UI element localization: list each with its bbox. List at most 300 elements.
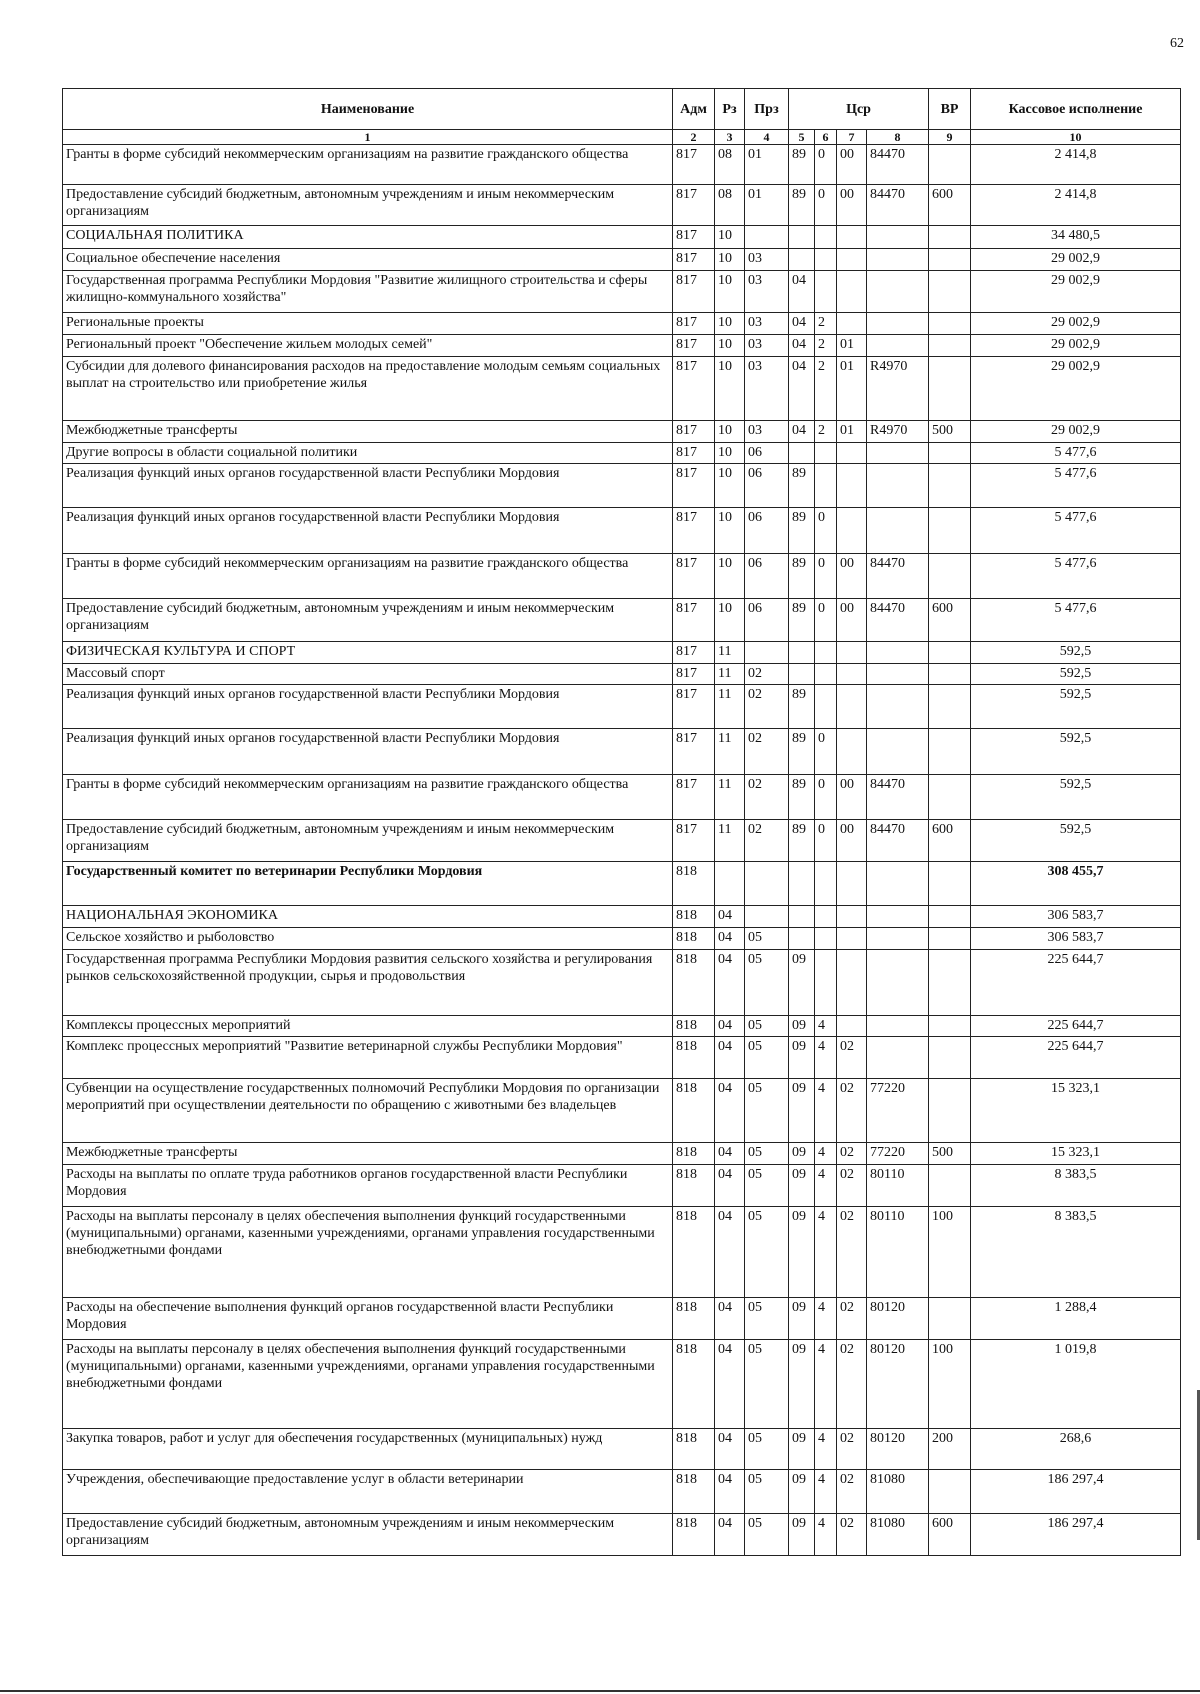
table-row xyxy=(63,313,1181,335)
row-prz: 05 xyxy=(745,950,789,1016)
row-vr xyxy=(929,1298,971,1340)
row-prz: 05 xyxy=(745,1165,789,1207)
row-csr-direction: 80120 xyxy=(867,1298,929,1340)
col-number: 9 xyxy=(929,130,971,145)
header-adm: Адм xyxy=(673,89,715,130)
table-row xyxy=(63,950,1181,1016)
row-adm: 817 xyxy=(673,599,715,642)
row-adm: 818 xyxy=(673,1429,715,1470)
header-csr: Цср xyxy=(789,89,929,130)
row-csr-event: 01 xyxy=(837,357,867,421)
row-adm: 818 xyxy=(673,950,715,1016)
row-adm: 817 xyxy=(673,508,715,554)
table-row xyxy=(63,554,1181,599)
header-vr: ВР xyxy=(929,89,971,130)
row-csr-program: 09 xyxy=(789,1079,815,1143)
row-vr xyxy=(929,1165,971,1207)
row-adm: 818 xyxy=(673,1207,715,1298)
row-name: Предоставление субсидий бюджетным, автономным учреждениям и иным некоммерческим организациям xyxy=(63,185,673,226)
row-rz: 11 xyxy=(715,820,745,862)
row-csr-program xyxy=(789,906,815,928)
row-prz: 05 xyxy=(745,1143,789,1165)
row-adm: 817 xyxy=(673,145,715,185)
table-row xyxy=(63,642,1181,664)
row-csr-subprogram xyxy=(815,685,837,729)
row-name: Реализация функций иных органов государственной власти Республики Мордовия xyxy=(63,508,673,554)
row-name: Сельское хозяйство и рыболовство xyxy=(63,928,673,950)
row-name: Реализация функций иных органов государственной власти Республики Мордовия xyxy=(63,729,673,775)
row-prz: 05 xyxy=(745,1079,789,1143)
row-vr: 100 xyxy=(929,1207,971,1298)
row-name: Предоставление субсидий бюджетным, автономным учреждениям и иным некоммерческим организациям xyxy=(63,820,673,862)
row-rz: 11 xyxy=(715,729,745,775)
row-csr-subprogram: 4 xyxy=(815,1340,837,1429)
col-number: 8 xyxy=(867,130,929,145)
row-rz: 10 xyxy=(715,443,745,464)
table-row xyxy=(63,508,1181,554)
row-rz: 10 xyxy=(715,554,745,599)
table-row xyxy=(63,443,1181,464)
row-csr-event: 02 xyxy=(837,1514,867,1556)
table-row xyxy=(63,862,1181,906)
row-name: Региональные проекты xyxy=(63,313,673,335)
row-rz: 11 xyxy=(715,775,745,820)
row-rz: 10 xyxy=(715,357,745,421)
row-csr-event xyxy=(837,729,867,775)
row-csr-subprogram: 4 xyxy=(815,1514,837,1556)
row-amount: 306 583,7 xyxy=(971,906,1181,928)
row-csr-program: 09 xyxy=(789,1340,815,1429)
table-row xyxy=(63,906,1181,928)
row-rz: 04 xyxy=(715,1037,745,1079)
row-vr xyxy=(929,249,971,271)
table-row xyxy=(63,1143,1181,1165)
row-amount: 15 323,1 xyxy=(971,1143,1181,1165)
row-csr-program xyxy=(789,249,815,271)
row-vr xyxy=(929,1037,971,1079)
row-adm: 818 xyxy=(673,1514,715,1556)
row-csr-event: 00 xyxy=(837,554,867,599)
row-csr-program: 09 xyxy=(789,1016,815,1037)
row-csr-subprogram xyxy=(815,271,837,313)
row-name: Гранты в форме субсидий некоммерческим организациям на развитие гражданского общества xyxy=(63,145,673,185)
row-csr-direction: 84470 xyxy=(867,554,929,599)
row-amount: 592,5 xyxy=(971,685,1181,729)
table-row xyxy=(63,1207,1181,1298)
row-csr-direction: 81080 xyxy=(867,1514,929,1556)
row-csr-program: 04 xyxy=(789,313,815,335)
row-vr xyxy=(929,928,971,950)
row-vr xyxy=(929,554,971,599)
row-csr-subprogram: 4 xyxy=(815,1429,837,1470)
row-prz: 05 xyxy=(745,1429,789,1470)
table-row xyxy=(63,1340,1181,1429)
row-prz: 02 xyxy=(745,729,789,775)
row-csr-direction xyxy=(867,685,929,729)
row-csr-subprogram xyxy=(815,862,837,906)
row-csr-subprogram xyxy=(815,642,837,664)
row-vr xyxy=(929,685,971,729)
table-row xyxy=(63,1079,1181,1143)
row-amount: 592,5 xyxy=(971,820,1181,862)
row-rz: 10 xyxy=(715,226,745,249)
row-rz: 08 xyxy=(715,145,745,185)
row-amount: 225 644,7 xyxy=(971,950,1181,1016)
row-prz: 02 xyxy=(745,664,789,685)
row-name: Региональный проект "Обеспечение жильем молодых семей" xyxy=(63,335,673,357)
row-adm: 817 xyxy=(673,554,715,599)
row-csr-direction: 80110 xyxy=(867,1207,929,1298)
row-csr-direction: 80120 xyxy=(867,1429,929,1470)
row-csr-subprogram: 4 xyxy=(815,1207,837,1298)
row-vr xyxy=(929,950,971,1016)
row-adm: 817 xyxy=(673,685,715,729)
row-vr xyxy=(929,642,971,664)
row-csr-subprogram xyxy=(815,443,837,464)
row-prz: 03 xyxy=(745,271,789,313)
table-row xyxy=(63,185,1181,226)
row-csr-program xyxy=(789,226,815,249)
row-amount: 186 297,4 xyxy=(971,1514,1181,1556)
row-csr-event xyxy=(837,271,867,313)
row-rz: 11 xyxy=(715,685,745,729)
row-adm: 817 xyxy=(673,185,715,226)
row-csr-program: 04 xyxy=(789,335,815,357)
table-row xyxy=(63,421,1181,443)
row-name: Предоставление субсидий бюджетным, автономным учреждениям и иным некоммерческим организациям xyxy=(63,599,673,642)
row-amount: 5 477,6 xyxy=(971,554,1181,599)
row-csr-event: 00 xyxy=(837,599,867,642)
row-csr-event xyxy=(837,443,867,464)
row-amount: 5 477,6 xyxy=(971,508,1181,554)
table-row xyxy=(63,928,1181,950)
row-csr-event: 01 xyxy=(837,421,867,443)
row-csr-event xyxy=(837,642,867,664)
row-name: СОЦИАЛЬНАЯ ПОЛИТИКА xyxy=(63,226,673,249)
row-csr-event xyxy=(837,928,867,950)
table-row xyxy=(63,249,1181,271)
row-csr-program: 89 xyxy=(789,145,815,185)
row-vr xyxy=(929,775,971,820)
row-prz: 05 xyxy=(745,1016,789,1037)
row-prz: 05 xyxy=(745,1340,789,1429)
row-csr-program: 09 xyxy=(789,1298,815,1340)
row-prz: 06 xyxy=(745,443,789,464)
row-name: Другие вопросы в области социальной политики xyxy=(63,443,673,464)
table-row xyxy=(63,145,1181,185)
row-csr-direction xyxy=(867,226,929,249)
row-name: Реализация функций иных органов государственной власти Республики Мордовия xyxy=(63,685,673,729)
row-adm: 818 xyxy=(673,928,715,950)
row-csr-direction: 80110 xyxy=(867,1165,929,1207)
row-prz xyxy=(745,642,789,664)
scan-bottom-edge xyxy=(0,1690,1200,1692)
row-name: Реализация функций иных органов государственной власти Республики Мордовия xyxy=(63,464,673,508)
row-adm: 818 xyxy=(673,1340,715,1429)
row-csr-program: 09 xyxy=(789,950,815,1016)
row-csr-direction xyxy=(867,508,929,554)
row-csr-program: 89 xyxy=(789,464,815,508)
row-name: Гранты в форме субсидий некоммерческим организациям на развитие гражданского общества xyxy=(63,554,673,599)
row-csr-event: 02 xyxy=(837,1298,867,1340)
row-csr-direction xyxy=(867,249,929,271)
row-rz: 04 xyxy=(715,1016,745,1037)
row-prz: 06 xyxy=(745,464,789,508)
row-csr-subprogram: 2 xyxy=(815,357,837,421)
row-csr-subprogram: 2 xyxy=(815,335,837,357)
row-vr xyxy=(929,906,971,928)
row-adm: 817 xyxy=(673,421,715,443)
row-csr-program: 89 xyxy=(789,775,815,820)
row-name: Предоставление субсидий бюджетным, автономным учреждениям и иным некоммерческим организациям xyxy=(63,1514,673,1556)
row-csr-subprogram xyxy=(815,249,837,271)
row-rz: 04 xyxy=(715,1165,745,1207)
row-amount: 186 297,4 xyxy=(971,1470,1181,1514)
table-row xyxy=(63,685,1181,729)
row-csr-program: 89 xyxy=(789,599,815,642)
row-rz: 04 xyxy=(715,1143,745,1165)
row-prz: 05 xyxy=(745,1514,789,1556)
row-adm: 817 xyxy=(673,642,715,664)
row-amount: 2 414,8 xyxy=(971,185,1181,226)
row-prz: 03 xyxy=(745,249,789,271)
row-csr-program: 09 xyxy=(789,1429,815,1470)
row-csr-subprogram xyxy=(815,464,837,508)
row-csr-subprogram: 2 xyxy=(815,313,837,335)
table-row xyxy=(63,335,1181,357)
row-csr-event xyxy=(837,950,867,1016)
row-csr-event: 02 xyxy=(837,1207,867,1298)
row-name: Государственная программа Республики Мордовия "Развитие жилищного строительства и сферы жилищно-коммунального хозяйства" xyxy=(63,271,673,313)
row-adm: 818 xyxy=(673,1298,715,1340)
row-csr-event: 02 xyxy=(837,1340,867,1429)
row-csr-event: 02 xyxy=(837,1429,867,1470)
row-csr-direction: 80120 xyxy=(867,1340,929,1429)
row-prz: 02 xyxy=(745,820,789,862)
row-prz: 05 xyxy=(745,1470,789,1514)
row-csr-subprogram xyxy=(815,226,837,249)
row-amount: 29 002,9 xyxy=(971,421,1181,443)
table-row xyxy=(63,1165,1181,1207)
row-name: Закупка товаров, работ и услуг для обеспечения государственных (муниципальных) нужд xyxy=(63,1429,673,1470)
row-csr-program: 09 xyxy=(789,1514,815,1556)
row-csr-event: 00 xyxy=(837,820,867,862)
row-adm: 817 xyxy=(673,775,715,820)
row-csr-event xyxy=(837,664,867,685)
row-vr xyxy=(929,271,971,313)
row-rz: 11 xyxy=(715,642,745,664)
row-rz: 04 xyxy=(715,1298,745,1340)
row-csr-program: 04 xyxy=(789,271,815,313)
row-csr-program xyxy=(789,862,815,906)
row-vr xyxy=(929,862,971,906)
row-vr xyxy=(929,313,971,335)
row-name: Комплекс процессных мероприятий "Развитие ветеринарной службы Республики Мордовия" xyxy=(63,1037,673,1079)
row-csr-subprogram xyxy=(815,906,837,928)
row-amount: 5 477,6 xyxy=(971,443,1181,464)
row-csr-subprogram: 0 xyxy=(815,729,837,775)
row-prz: 01 xyxy=(745,185,789,226)
row-csr-program: 89 xyxy=(789,685,815,729)
table-row xyxy=(63,464,1181,508)
row-csr-event xyxy=(837,249,867,271)
row-rz: 10 xyxy=(715,249,745,271)
row-amount: 29 002,9 xyxy=(971,357,1181,421)
row-csr-direction xyxy=(867,862,929,906)
row-amount: 5 477,6 xyxy=(971,599,1181,642)
row-amount: 5 477,6 xyxy=(971,464,1181,508)
row-csr-event: 02 xyxy=(837,1165,867,1207)
table-row xyxy=(63,271,1181,313)
row-csr-subprogram xyxy=(815,928,837,950)
table-row xyxy=(63,1470,1181,1514)
row-csr-direction xyxy=(867,464,929,508)
row-csr-program: 09 xyxy=(789,1143,815,1165)
row-amount: 29 002,9 xyxy=(971,271,1181,313)
row-prz: 03 xyxy=(745,313,789,335)
row-csr-direction xyxy=(867,1016,929,1037)
row-csr-direction xyxy=(867,1037,929,1079)
row-csr-subprogram: 4 xyxy=(815,1079,837,1143)
col-number: 7 xyxy=(837,130,867,145)
row-rz: 04 xyxy=(715,928,745,950)
row-amount: 1 019,8 xyxy=(971,1340,1181,1429)
row-csr-direction xyxy=(867,642,929,664)
row-prz: 05 xyxy=(745,1207,789,1298)
table-body xyxy=(63,145,1181,1556)
row-csr-subprogram: 0 xyxy=(815,554,837,599)
col-number: 6 xyxy=(815,130,837,145)
row-csr-program: 89 xyxy=(789,185,815,226)
row-vr: 500 xyxy=(929,1143,971,1165)
row-csr-program: 09 xyxy=(789,1165,815,1207)
row-amount: 8 383,5 xyxy=(971,1165,1181,1207)
row-rz: 10 xyxy=(715,313,745,335)
row-name: Массовый спорт xyxy=(63,664,673,685)
row-csr-direction xyxy=(867,271,929,313)
row-csr-direction: 81080 xyxy=(867,1470,929,1514)
row-prz: 06 xyxy=(745,554,789,599)
table-row xyxy=(63,729,1181,775)
row-adm: 817 xyxy=(673,271,715,313)
budget-execution-table xyxy=(62,88,1181,1556)
row-vr xyxy=(929,1470,971,1514)
row-amount: 306 583,7 xyxy=(971,928,1181,950)
row-csr-event: 00 xyxy=(837,775,867,820)
row-csr-subprogram: 4 xyxy=(815,1298,837,1340)
row-csr-direction: R4970 xyxy=(867,421,929,443)
row-csr-event xyxy=(837,685,867,729)
row-csr-subprogram: 0 xyxy=(815,145,837,185)
row-csr-event xyxy=(837,862,867,906)
row-amount: 34 480,5 xyxy=(971,226,1181,249)
row-csr-direction xyxy=(867,729,929,775)
row-amount: 29 002,9 xyxy=(971,335,1181,357)
column-number-row xyxy=(63,130,1181,145)
row-csr-event xyxy=(837,1016,867,1037)
row-name: Субсидии для долевого финансирования расходов на предоставление молодым семьям социальных выплат на строительство или приобретение жилья xyxy=(63,357,673,421)
row-adm: 818 xyxy=(673,1037,715,1079)
row-vr xyxy=(929,1016,971,1037)
row-csr-subprogram: 4 xyxy=(815,1016,837,1037)
col-number: 2 xyxy=(673,130,715,145)
row-vr xyxy=(929,729,971,775)
row-adm: 818 xyxy=(673,1165,715,1207)
row-adm: 817 xyxy=(673,729,715,775)
row-csr-event xyxy=(837,464,867,508)
row-rz: 04 xyxy=(715,1429,745,1470)
row-name: Межбюджетные трансферты xyxy=(63,421,673,443)
table-row xyxy=(63,775,1181,820)
row-csr-subprogram: 0 xyxy=(815,599,837,642)
row-csr-event: 02 xyxy=(837,1143,867,1165)
row-csr-event: 02 xyxy=(837,1470,867,1514)
row-name: Расходы на обеспечение выполнения функций органов государственной власти Республики Мордовия xyxy=(63,1298,673,1340)
table-row xyxy=(63,1037,1181,1079)
col-number: 1 xyxy=(63,130,673,145)
row-prz: 03 xyxy=(745,421,789,443)
row-csr-direction xyxy=(867,950,929,1016)
col-number: 10 xyxy=(971,130,1181,145)
row-prz xyxy=(745,906,789,928)
row-csr-direction: 84470 xyxy=(867,185,929,226)
row-rz: 04 xyxy=(715,906,745,928)
row-name: Гранты в форме субсидий некоммерческим организациям на развитие гражданского общества xyxy=(63,775,673,820)
row-csr-program: 89 xyxy=(789,508,815,554)
row-amount: 29 002,9 xyxy=(971,313,1181,335)
row-csr-direction: R4970 xyxy=(867,357,929,421)
row-adm: 817 xyxy=(673,357,715,421)
row-amount: 15 323,1 xyxy=(971,1079,1181,1143)
row-rz: 08 xyxy=(715,185,745,226)
row-prz: 02 xyxy=(745,685,789,729)
row-vr xyxy=(929,443,971,464)
row-csr-event: 02 xyxy=(837,1079,867,1143)
row-amount: 8 383,5 xyxy=(971,1207,1181,1298)
row-prz: 01 xyxy=(745,145,789,185)
row-adm: 817 xyxy=(673,335,715,357)
col-number: 5 xyxy=(789,130,815,145)
row-rz: 10 xyxy=(715,464,745,508)
row-csr-direction xyxy=(867,906,929,928)
row-csr-subprogram xyxy=(815,664,837,685)
row-csr-program xyxy=(789,642,815,664)
row-amount: 225 644,7 xyxy=(971,1037,1181,1079)
row-rz: 10 xyxy=(715,421,745,443)
row-csr-program xyxy=(789,664,815,685)
row-vr: 100 xyxy=(929,1340,971,1429)
row-vr: 200 xyxy=(929,1429,971,1470)
row-adm: 818 xyxy=(673,1016,715,1037)
row-csr-event xyxy=(837,906,867,928)
row-amount: 268,6 xyxy=(971,1429,1181,1470)
header-name: Наименование xyxy=(63,89,673,130)
row-amount: 592,5 xyxy=(971,729,1181,775)
row-name: Государственный комитет по ветеринарии Республики Мордовия xyxy=(63,862,673,906)
row-csr-subprogram: 0 xyxy=(815,508,837,554)
row-vr xyxy=(929,1079,971,1143)
row-name: Комплексы процессных мероприятий xyxy=(63,1016,673,1037)
row-adm: 817 xyxy=(673,249,715,271)
row-rz xyxy=(715,862,745,906)
row-csr-subprogram: 0 xyxy=(815,185,837,226)
row-csr-direction xyxy=(867,928,929,950)
row-csr-program: 89 xyxy=(789,729,815,775)
row-csr-subprogram: 0 xyxy=(815,775,837,820)
table-row xyxy=(63,820,1181,862)
row-rz: 04 xyxy=(715,1079,745,1143)
row-csr-subprogram: 4 xyxy=(815,1165,837,1207)
